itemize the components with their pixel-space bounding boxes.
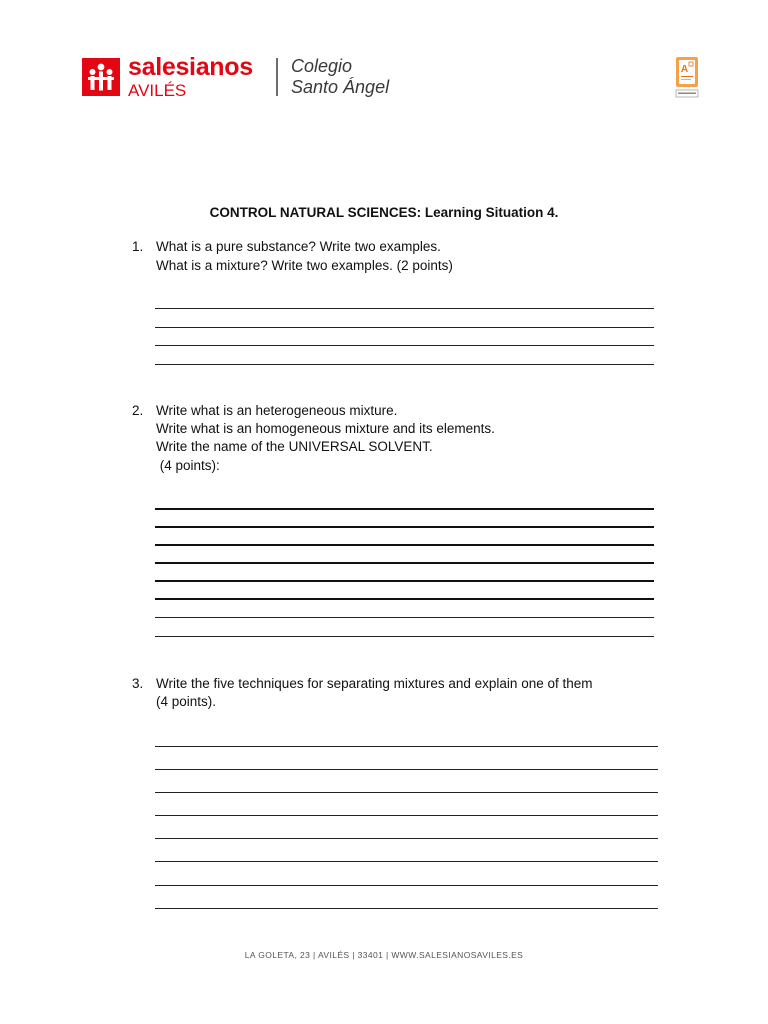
question-number: 2. [132,403,144,418]
answer-line[interactable] [155,885,658,886]
answer-line[interactable] [155,526,654,528]
answer-line[interactable] [155,908,658,909]
brand-text [128,55,253,99]
question-number: 3. [132,676,144,691]
answer-line[interactable] [155,345,654,346]
answer-line[interactable] [155,838,658,839]
salesianos-emblem-icon [82,58,120,96]
question-text-line: Write the five techniques for separating mixtures and explain one of them [156,676,593,691]
question-number: 1. [132,239,144,254]
brand-city: AVILÉS [128,81,187,100]
answer-line[interactable] [155,544,654,546]
answer-line[interactable] [155,636,654,637]
question-text-line: (4 points): [156,458,220,473]
answer-line[interactable] [155,598,654,600]
answer-line[interactable] [155,562,654,564]
answer-line[interactable] [155,364,654,365]
page-footer: LA GOLETA, 23 | AVILÉS | 33401 | WWW.SALESIANOSAVILES.ES [244,950,524,960]
answer-line[interactable] [155,769,658,770]
answer-line[interactable] [155,861,658,862]
brand-name: salesianos [128,53,253,81]
answer-line[interactable] [155,308,654,309]
answer-line[interactable] [155,580,654,582]
answer-line[interactable] [155,815,658,816]
answer-line[interactable] [155,792,658,793]
question-text-line: What is a pure substance? Write two examples. [156,239,441,254]
answer-line[interactable] [155,508,654,510]
school-name-line2: Santo Ángel [291,77,390,97]
certification-badge-icon [675,56,699,98]
school-name [291,56,389,98]
question-text-line: Write what is an homogeneous mixture and its elements. [156,421,495,436]
answer-line[interactable] [155,327,654,328]
school-name-line1: Colegio [291,56,353,76]
exam-title: CONTROL NATURAL SCIENCES: Learning Situation 4. [209,205,559,220]
answer-line[interactable] [155,746,658,747]
answer-line[interactable] [155,617,654,618]
school-logo [82,55,253,99]
question-text-line: What is a mixture? Write two examples. (2 points) [156,258,453,273]
question-text-line: (4 points). [156,694,217,709]
question-text-line: Write what is an heterogeneous mixture. [156,403,398,418]
badge-letter: A [680,64,689,75]
question-text-line: Write the name of the UNIVERSAL SOLVENT. [156,439,433,454]
header-divider [276,58,278,96]
